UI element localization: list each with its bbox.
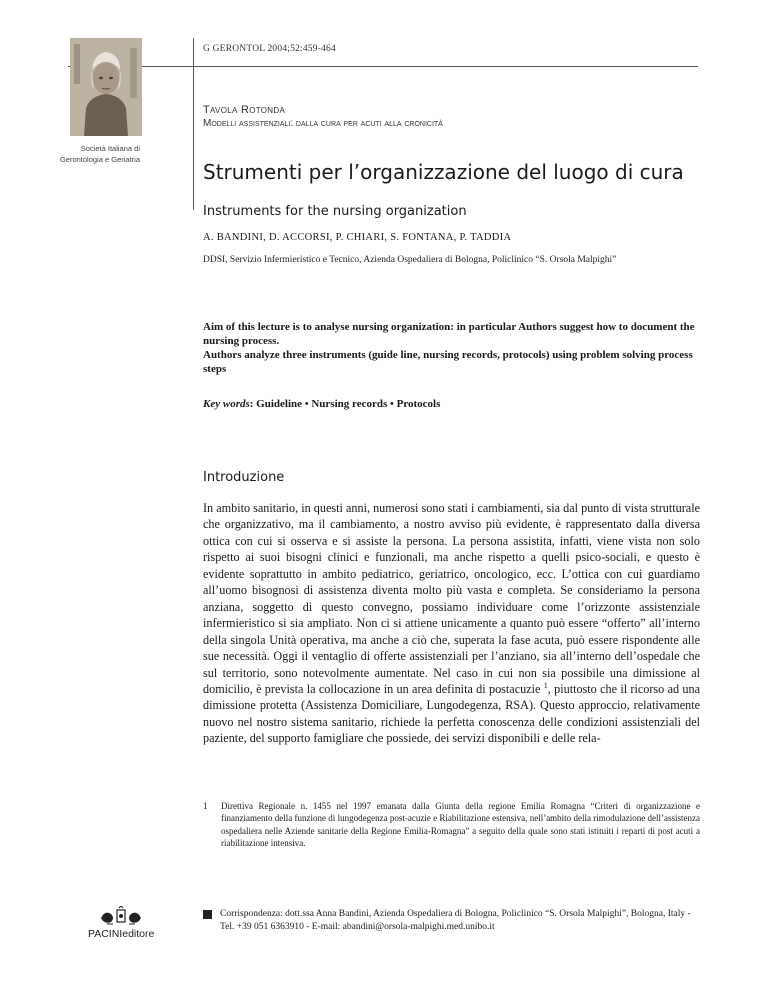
body-text: , piuttosto che il ricorso ad una dimissione protetta (Assistenza Domiciliare, Lungodegenza, RSA). Questo approccio, relativamente nuovo nel nostro sistema sanitario, richiede la perfetta conoscenza delle condizioni assistenziali del paziente, del supporto famigliare che possiede, dei servizi disponibili e delle rela- xyxy=(203,681,701,746)
abstract-paragraph: Aim of this lecture is to analyse nursing organization: in particular Authors suggest how to document the nursing process. xyxy=(203,321,695,347)
section-label xyxy=(203,104,443,130)
society-name: Società Italiana di Gerontologia e Geriatria xyxy=(59,144,140,164)
footnote-text: Direttiva Regionale n. 1455 nel 1997 emanata dalla Giunta della regione Emilia Romagna “Criteri di organizzazione e finanziamento della funzione di lungodegenza post-acuzie e Riabilitazione estensiva, nell’ambito della rimodulazione dell’assistenza ospedaliera nelle Aziende sanitarie della Regione Emilia-Romagna” a seguito della quale sono stati istituiti i reparti di post acuti a riabilitazione intensiva. xyxy=(221,801,700,848)
abstract xyxy=(203,320,703,376)
publisher-logo xyxy=(88,906,154,940)
section-title: Tavola Rotonda xyxy=(203,104,286,116)
body-paragraph xyxy=(203,500,700,747)
keywords-list: Guideline • Nursing records • Protocols xyxy=(256,398,441,410)
footnote xyxy=(203,800,700,849)
bullet-square-icon xyxy=(203,910,212,919)
journal-citation: G GERONTOL 2004;52:459-464 xyxy=(203,44,336,54)
footnote-number: 1 xyxy=(203,801,208,811)
body-text: In ambito sanitario, in questi anni, numerosi sono stati i cambiamenti, sia dal punto di vista strutturale che organizzativo, ma il cambiamento, a nostro avviso più evidente, è rappresentato dalla diversa ottica con cui si osserva e si assiste la persona. La persona assistita, infatti, viene vista non solo rispetto ai suoi bisogni clinici e funzionali, ma anche rispetto a quelli psico-sociali, e questo è evidente soprattutto in ambito pediatrico, geriatrico, oncologico, ecc. L’ottica con cui guardiamo all’uomo bisognosi di assistenza diventa molto più vasta e completa. Se consideriamo la persona anziana, soggetto di questo convegno, possiamo individuare come l’orizzonte assistenziale infermieristico si sia ampliato. Non ci si attiene unicamente a quanto può essere “offerto” all’interno della singola Unità operativa, ma anche a ciò che, superata la fase acuta, può essere rispondente alle sue necessità. Oggi il ventaglio di offerte assistenziali per l’anziano, sia all’interno dell’ospedale che sul territorio, sono notevolmente aumentate. Nel caso in cui non sia possibile una dimissione al domicilio, è prevista la collocazione in un area definita di postacuzie xyxy=(203,501,700,696)
article-title: Strumenti per l’organizzazione del luogo di cura xyxy=(203,160,684,184)
correspondence-text: Corrispondenza: dott.ssa Anna Bandini, Azienda Ospedaliera di Bologna, Policlinico “S. Orsola Malpighi”, Bologna, Italy - Tel. +39 051 6363910 - E-mail: abandini@orsola-malpighi.med.unibo.it xyxy=(220,909,691,932)
publisher-name: PACINIeditore xyxy=(88,928,155,940)
abstract-paragraph: Authors analyze three instruments (guide line, nursing records, protocols) using problem solving process steps xyxy=(203,349,693,375)
header-horizontal-rule xyxy=(68,66,698,67)
keywords: Key words: Guideline • Nursing records • Protocols xyxy=(203,398,441,410)
section-heading-introduzione: Introduzione xyxy=(203,470,285,485)
correspondence xyxy=(203,908,700,934)
article-subtitle: Instruments for the nursing organization xyxy=(203,204,467,219)
keywords-label: Key words xyxy=(203,398,250,410)
society-portrait-image xyxy=(70,38,142,136)
footnote-reference[interactable]: 1 xyxy=(543,680,548,690)
header-vertical-rule xyxy=(193,38,194,210)
article-authors: A. BANDINI, D. ACCORSI, P. CHIARI, S. FONTANA, P. TADDIA xyxy=(203,232,512,243)
section-subtitle: Modelli assistenziali: dalla cura per acuti alla cronicità xyxy=(203,118,443,129)
author-affiliation: DDSI, Servizio Infermieristico e Tecnico, Azienda Ospedaliera di Bologna, Policlinico “S. Orsola Malpighi” xyxy=(203,255,617,265)
publisher-emblem-icon xyxy=(97,906,145,926)
